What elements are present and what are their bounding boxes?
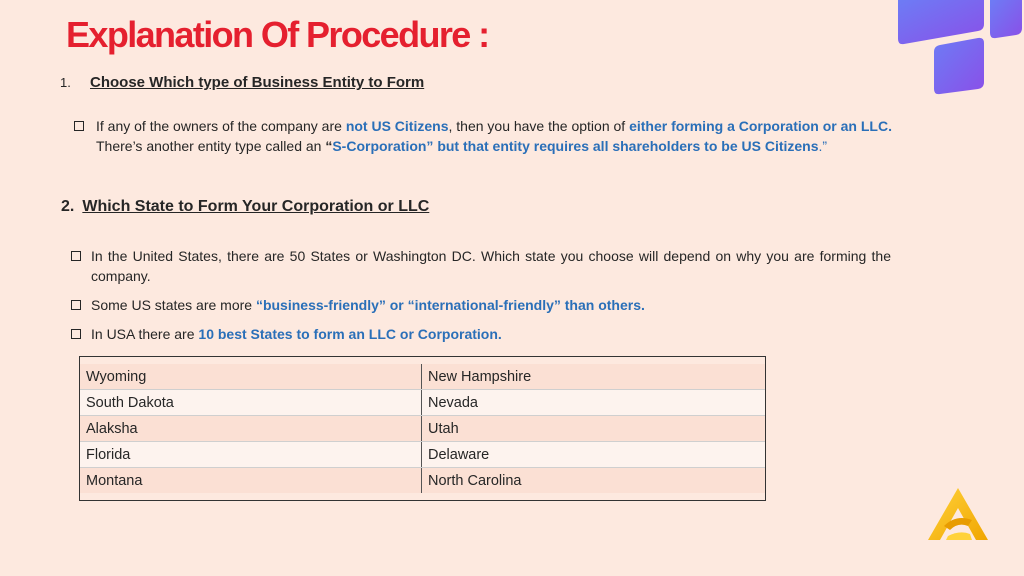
bullet-business-friendly: Some US states are more “business-friendly” or “international-friendly” than others. bbox=[71, 295, 891, 315]
table-row bbox=[80, 468, 765, 494]
table-cell: Wyoming bbox=[80, 364, 422, 390]
table-cell: Utah bbox=[422, 416, 766, 442]
section-2-title: Which State to Form Your Corporation or LLC bbox=[82, 198, 430, 215]
section-1-title: Choose Which type of Business Entity to Form bbox=[90, 74, 425, 91]
table-row bbox=[80, 390, 765, 416]
bullet-non-us-citizens bbox=[74, 116, 894, 156]
bullet-50-states: In the United States, there are 50 States or Washington DC. Which state you choose will depend on why you are forming the company. bbox=[71, 246, 891, 286]
checkbox-bullet-icon bbox=[74, 121, 84, 131]
table-row bbox=[80, 416, 765, 442]
table-cell: Florida bbox=[80, 442, 422, 468]
section-2-number: 2. bbox=[61, 198, 75, 215]
section-1-heading bbox=[60, 74, 424, 91]
table-row bbox=[80, 442, 765, 468]
section-2-heading bbox=[61, 198, 429, 216]
table-cell: North Carolina bbox=[422, 468, 766, 494]
section-1-number: 1. bbox=[60, 75, 71, 90]
table-cell: Montana bbox=[80, 468, 422, 494]
table-cell: South Dakota bbox=[80, 390, 422, 416]
corner-logo-icon bbox=[892, 0, 1024, 100]
page-title: Explanation Of Procedure : bbox=[66, 14, 489, 55]
table-cell: Nevada bbox=[422, 390, 766, 416]
table-row bbox=[80, 364, 765, 390]
table-cell: Alaksha bbox=[80, 416, 422, 442]
brand-logo-icon bbox=[926, 486, 990, 542]
checkbox-bullet-icon bbox=[71, 300, 81, 310]
table-cell: New Hampshire bbox=[422, 364, 766, 390]
checkbox-bullet-icon bbox=[71, 329, 81, 339]
checkbox-bullet-icon bbox=[71, 251, 81, 261]
bullet-best-states: In USA there are 10 best States to form an LLC or Corporation. bbox=[71, 324, 891, 344]
bullet-text: If any of the owners of the company are not US Citizens, then you have the option of either forming a Corporation or an LLC. There’s another entity type called an “S-Corporation” but that entity requires all shareholders to be US Citizens.” bbox=[96, 118, 892, 154]
states-table bbox=[79, 356, 766, 501]
table-cell: Delaware bbox=[422, 442, 766, 468]
